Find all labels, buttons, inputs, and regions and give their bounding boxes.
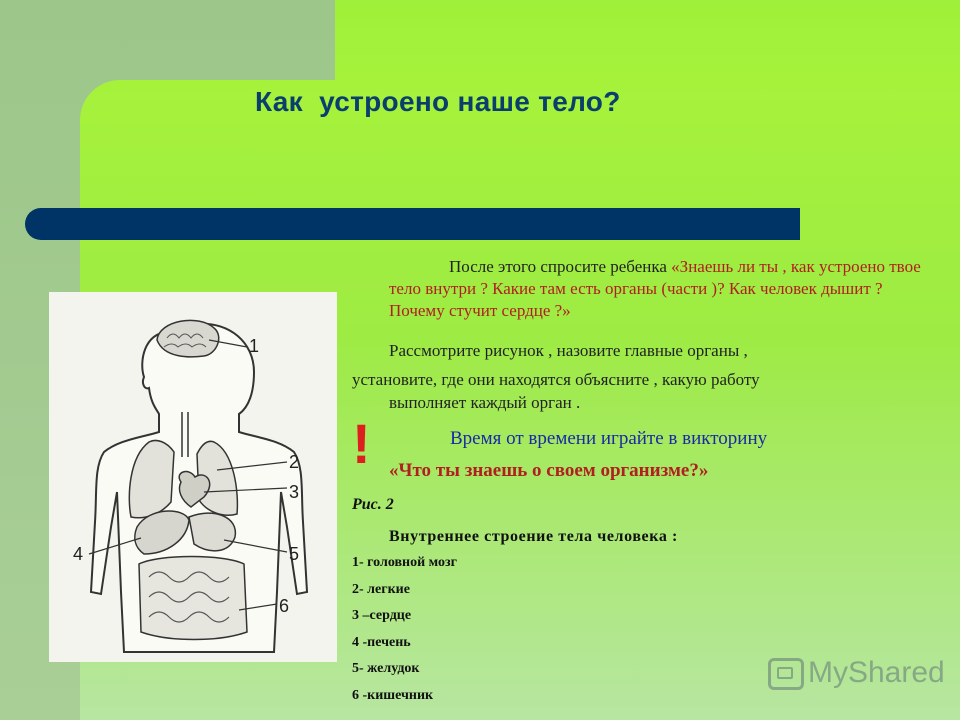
exclamation-mark: ! (352, 412, 371, 475)
intro-question: «Знаешь ли ты , как устроено твое тело внутри ? Какие там есть органы (части )? Как человек дышит ? Почему стучит сердце ?» (389, 257, 921, 320)
figure-caption: Рис. 2 (352, 496, 394, 513)
anatomy-figure (49, 292, 337, 662)
logo-text: MyShared (808, 656, 945, 689)
legend-item: 3 –сердце (352, 608, 412, 624)
figure-label-6: 6 (279, 596, 290, 616)
figure-label-3: 3 (289, 482, 300, 502)
title-divider-bar (25, 208, 800, 240)
intro-lead: После этого спросите ребенка (449, 257, 672, 276)
quiz-title: «Что ты знаешь о своем организме?» (389, 460, 709, 481)
figure-label-1: 1 (249, 336, 260, 356)
quiz-line: Время от времени играйте в викторину (450, 428, 768, 449)
figure-heading: Внутреннее строение тела человека : (389, 528, 678, 545)
anatomy-drawing (49, 292, 337, 662)
watermark-logo (768, 656, 945, 690)
legend-item: 6 -кишечник (352, 687, 434, 703)
instruction-line-2: установите, где они находятся объясните , какую работу (352, 370, 760, 389)
legend-item: 2- легкие (352, 581, 410, 597)
stomach-organ (189, 513, 235, 551)
figure-label-4: 4 (73, 544, 84, 564)
organ-legend (352, 553, 457, 713)
background-top-panel (335, 0, 960, 81)
brain-organ (157, 320, 219, 357)
legend-item: 5- желудок (352, 661, 420, 677)
instruction-line-1: Рассмотрите рисунок , назовите главные органы , (389, 341, 748, 360)
intestines-organ (139, 557, 247, 640)
legend-item: 4 -печень (352, 634, 411, 650)
instruction-line-3: выполняет каждый орган . (389, 393, 581, 412)
figure-label-2: 2 (289, 452, 300, 472)
slide-title: Как устроено наше тело? (255, 86, 621, 117)
figure-label-5: 5 (289, 544, 300, 564)
logo-icon (768, 658, 804, 690)
legend-item: 1- головной мозг (352, 555, 458, 570)
intro-paragraph (389, 256, 929, 322)
